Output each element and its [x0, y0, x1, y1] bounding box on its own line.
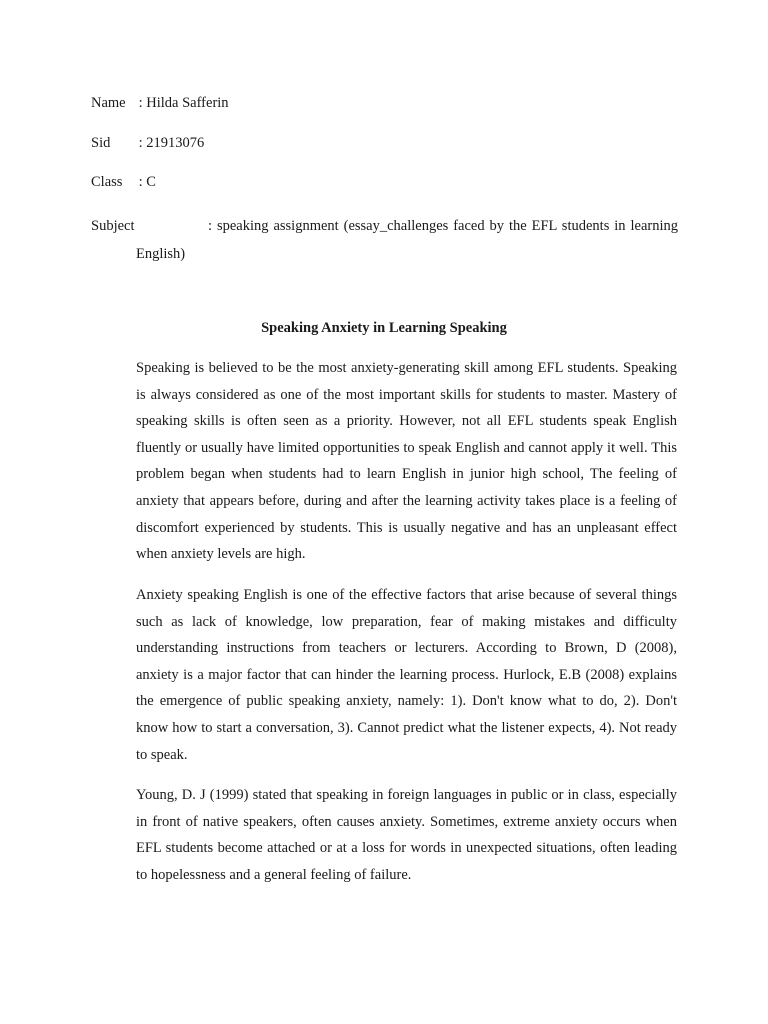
- body-paragraph: Young, D. J (1999) stated that speaking in foreign languages in public or in class, especially in front of native speakers, often causes anxiety. Sometimes, extreme anxiety occurs when EFL students become attached or at a loss for words in unexpected situations, often leading to hopelessness and a general feeling of failure.: [136, 787, 677, 883]
- subject-value-line-2: English): [136, 246, 186, 262]
- name-row: [91, 93, 681, 113]
- sid-label: Sid: [91, 135, 111, 151]
- class-row: [91, 172, 681, 192]
- body-paragraph: Speaking is believed to be the most anxiety-generating skill among EFL students. Speaking is always considered as one of the most important skills for students to master. Mastery of speaking skills is often seen as a priority. However, not all EFL students speak English fluently or usually have limited opportunities to speak English and cannot apply it well. This problem began when students had to learn English in junior high school, The feeling of anxiety that appears before, during and after the learning activity takes place is a feeling of discomfort experienced by students. This is usually negative and has an unpleasant effect when anxiety levels are high.: [136, 360, 677, 563]
- name-label: Name: [91, 95, 126, 111]
- document-title: Speaking Anxiety in Learning Speaking: [261, 320, 507, 336]
- body-paragraph: Anxiety speaking English is one of the effective factors that arise because of several things such as lack of knowledge, low preparation, fear of making mistakes and difficulty understanding instructions from teachers or lecturers. According to Brown, D (2008), anxiety is a major factor that can hinder the learning process. Hurlock, E.B (2008) explains the emergence of public speaking anxiety, namely: 1). Don't know what to do, 2). Don't know how to start a conversation, 3). Cannot predict what the listener expects, 4). Not ready to speak.: [136, 587, 677, 763]
- subject-label: Subject: [91, 218, 135, 234]
- sid-value: : 21913076: [138, 135, 205, 151]
- subject-value: [136, 212, 678, 268]
- name-value: : Hilda Safferin: [138, 95, 229, 111]
- sid-row: [91, 133, 681, 153]
- class-value: : C: [138, 174, 156, 190]
- class-label: Class: [91, 174, 123, 190]
- subject-value-line-1: : speaking assignment (essay_challenges faced by the EFL students in learning: [208, 218, 678, 234]
